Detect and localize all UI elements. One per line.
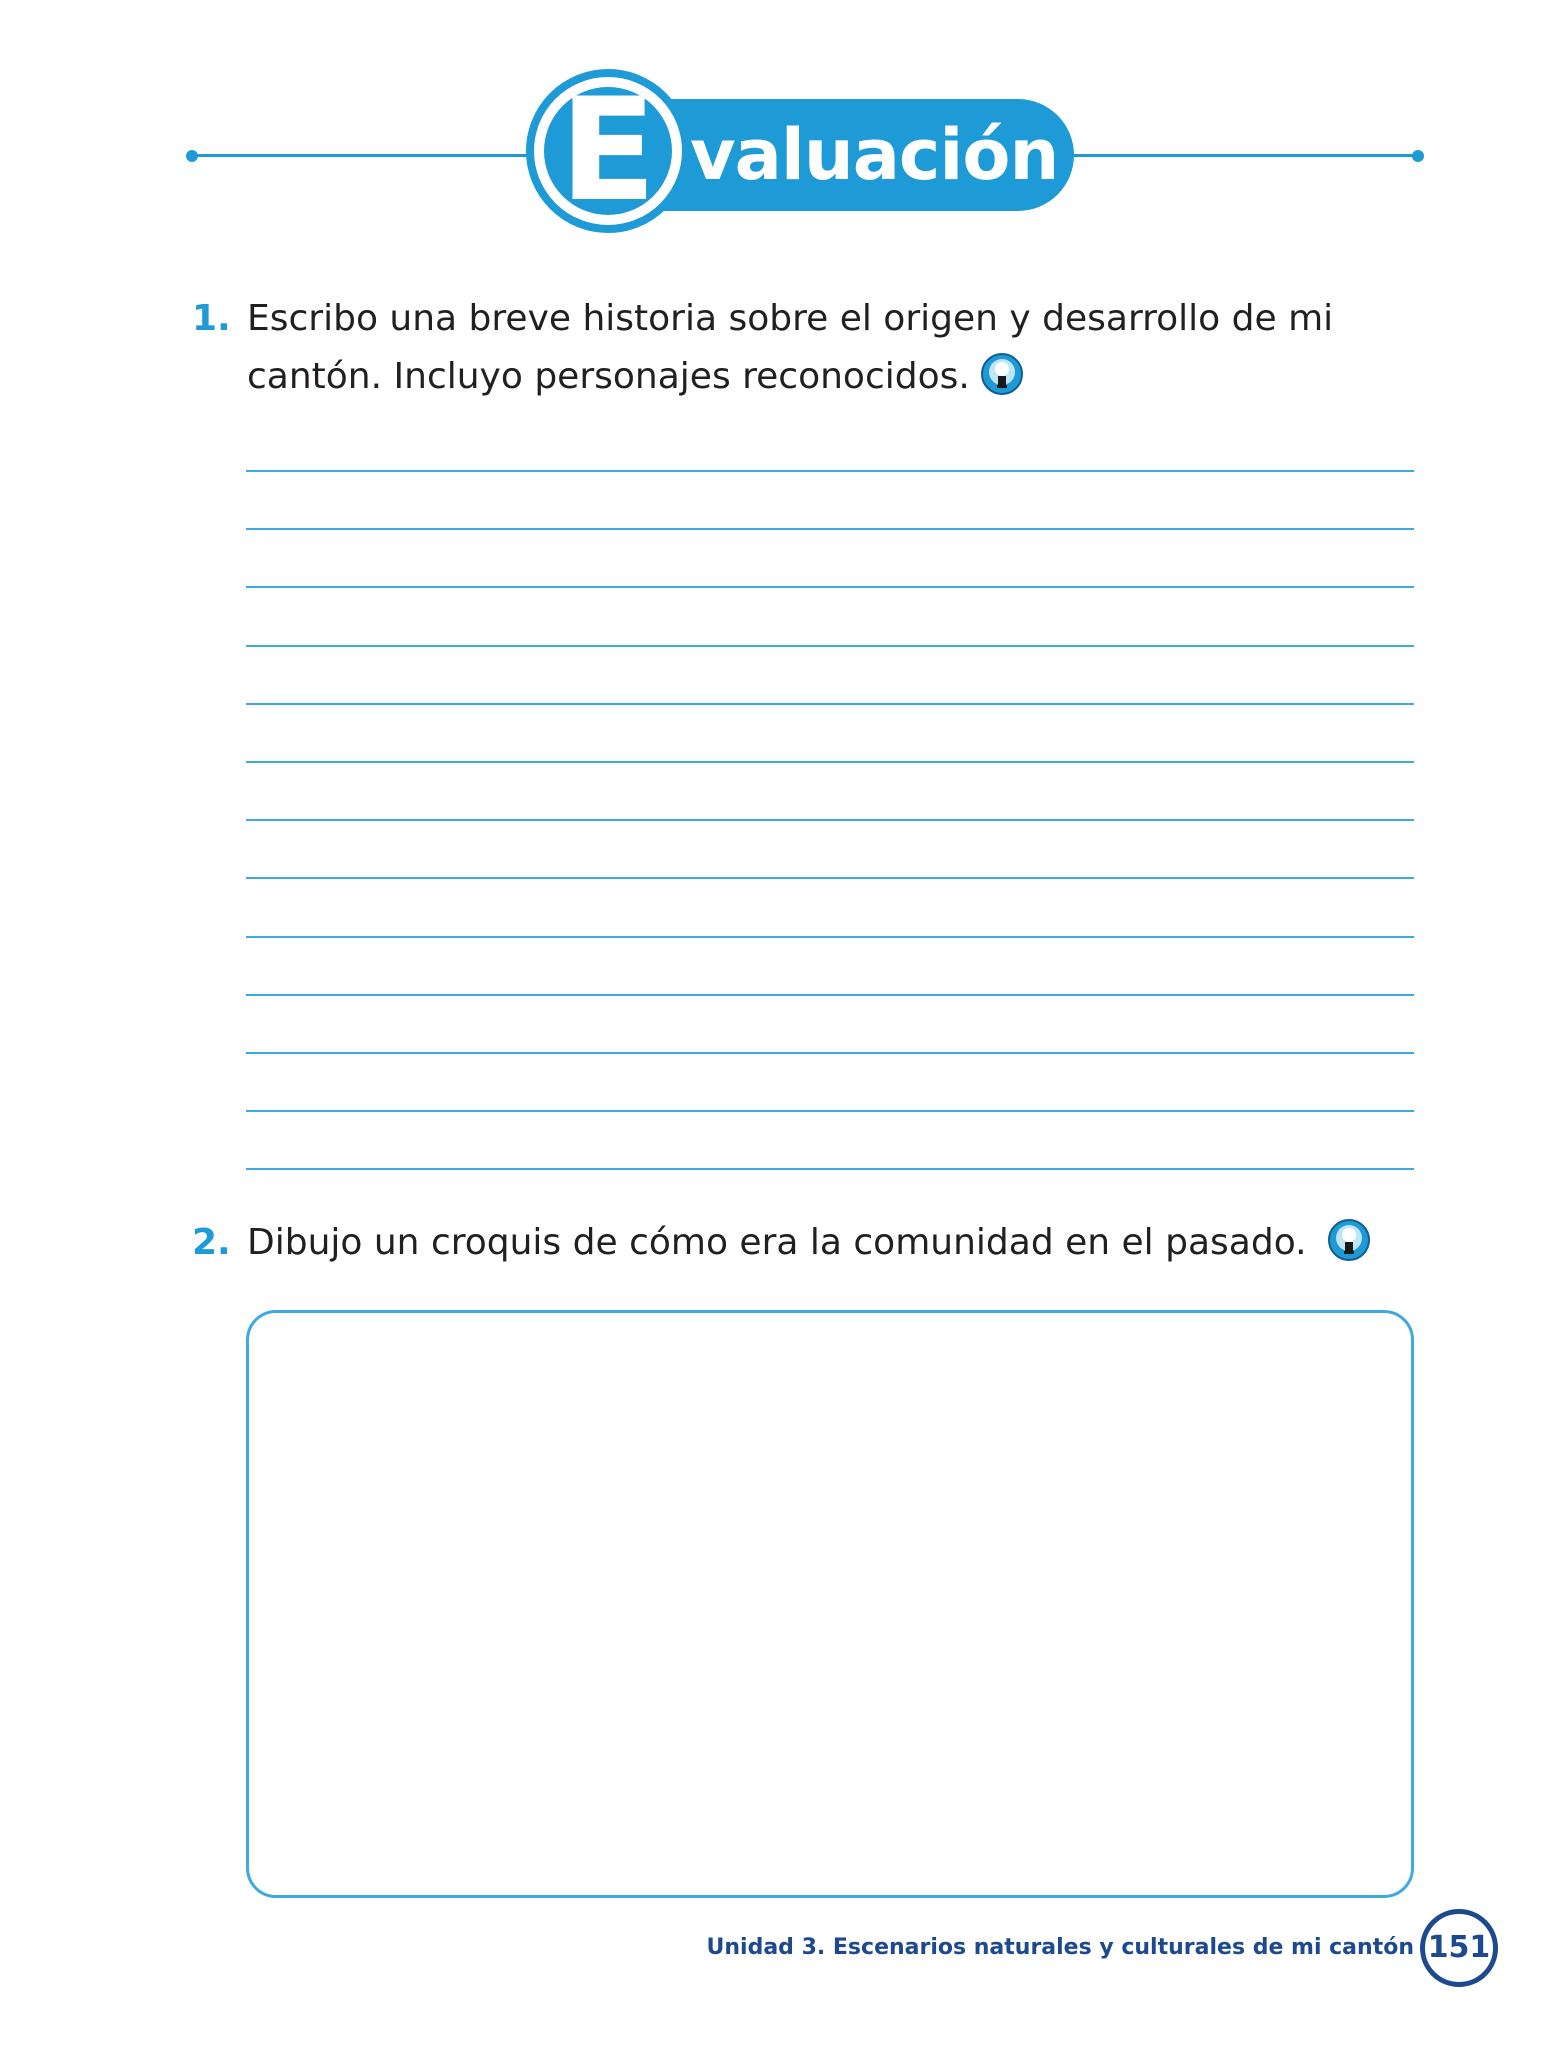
writing-line[interactable] bbox=[246, 994, 1414, 996]
footer-unit-title: Unidad 3. Escenarios naturales y culturales de mi cantón bbox=[706, 1935, 1414, 1960]
lightbulb-icon bbox=[1327, 1218, 1371, 1262]
question-1-text: Escribo una breve historia sobre el origen y desarrollo de mi cantón. Incluyo personajes reconocidos. bbox=[247, 298, 1334, 397]
writing-line[interactable] bbox=[246, 703, 1414, 705]
writing-line[interactable] bbox=[246, 586, 1414, 588]
question-2 bbox=[247, 1214, 1427, 1272]
writing-line[interactable] bbox=[246, 470, 1414, 472]
writing-line[interactable] bbox=[246, 819, 1414, 821]
question-1 bbox=[247, 290, 1427, 406]
writing-line[interactable] bbox=[246, 1110, 1414, 1112]
writing-line[interactable] bbox=[246, 877, 1414, 879]
writing-line[interactable] bbox=[246, 1168, 1414, 1170]
writing-line[interactable] bbox=[246, 761, 1414, 763]
writing-line[interactable] bbox=[246, 936, 1414, 938]
writing-line[interactable] bbox=[246, 528, 1414, 530]
header-rule-right bbox=[1070, 154, 1418, 157]
header-dot-right bbox=[1412, 150, 1424, 162]
lightbulb-icon bbox=[980, 352, 1024, 396]
page-number: 151 bbox=[1420, 1909, 1498, 1987]
evaluation-title-letter: E bbox=[559, 68, 657, 233]
header-rule-left bbox=[192, 154, 542, 157]
question-1-number: 1. bbox=[192, 298, 231, 339]
question-2-number: 2. bbox=[192, 1222, 231, 1263]
writing-line[interactable] bbox=[246, 1052, 1414, 1054]
writing-line[interactable] bbox=[246, 645, 1414, 647]
evaluation-title-rest: valuación bbox=[690, 114, 1059, 196]
drawing-area[interactable] bbox=[246, 1310, 1414, 1898]
question-2-text: Dibujo un croquis de cómo era la comunidad en el pasado. bbox=[247, 1222, 1307, 1263]
